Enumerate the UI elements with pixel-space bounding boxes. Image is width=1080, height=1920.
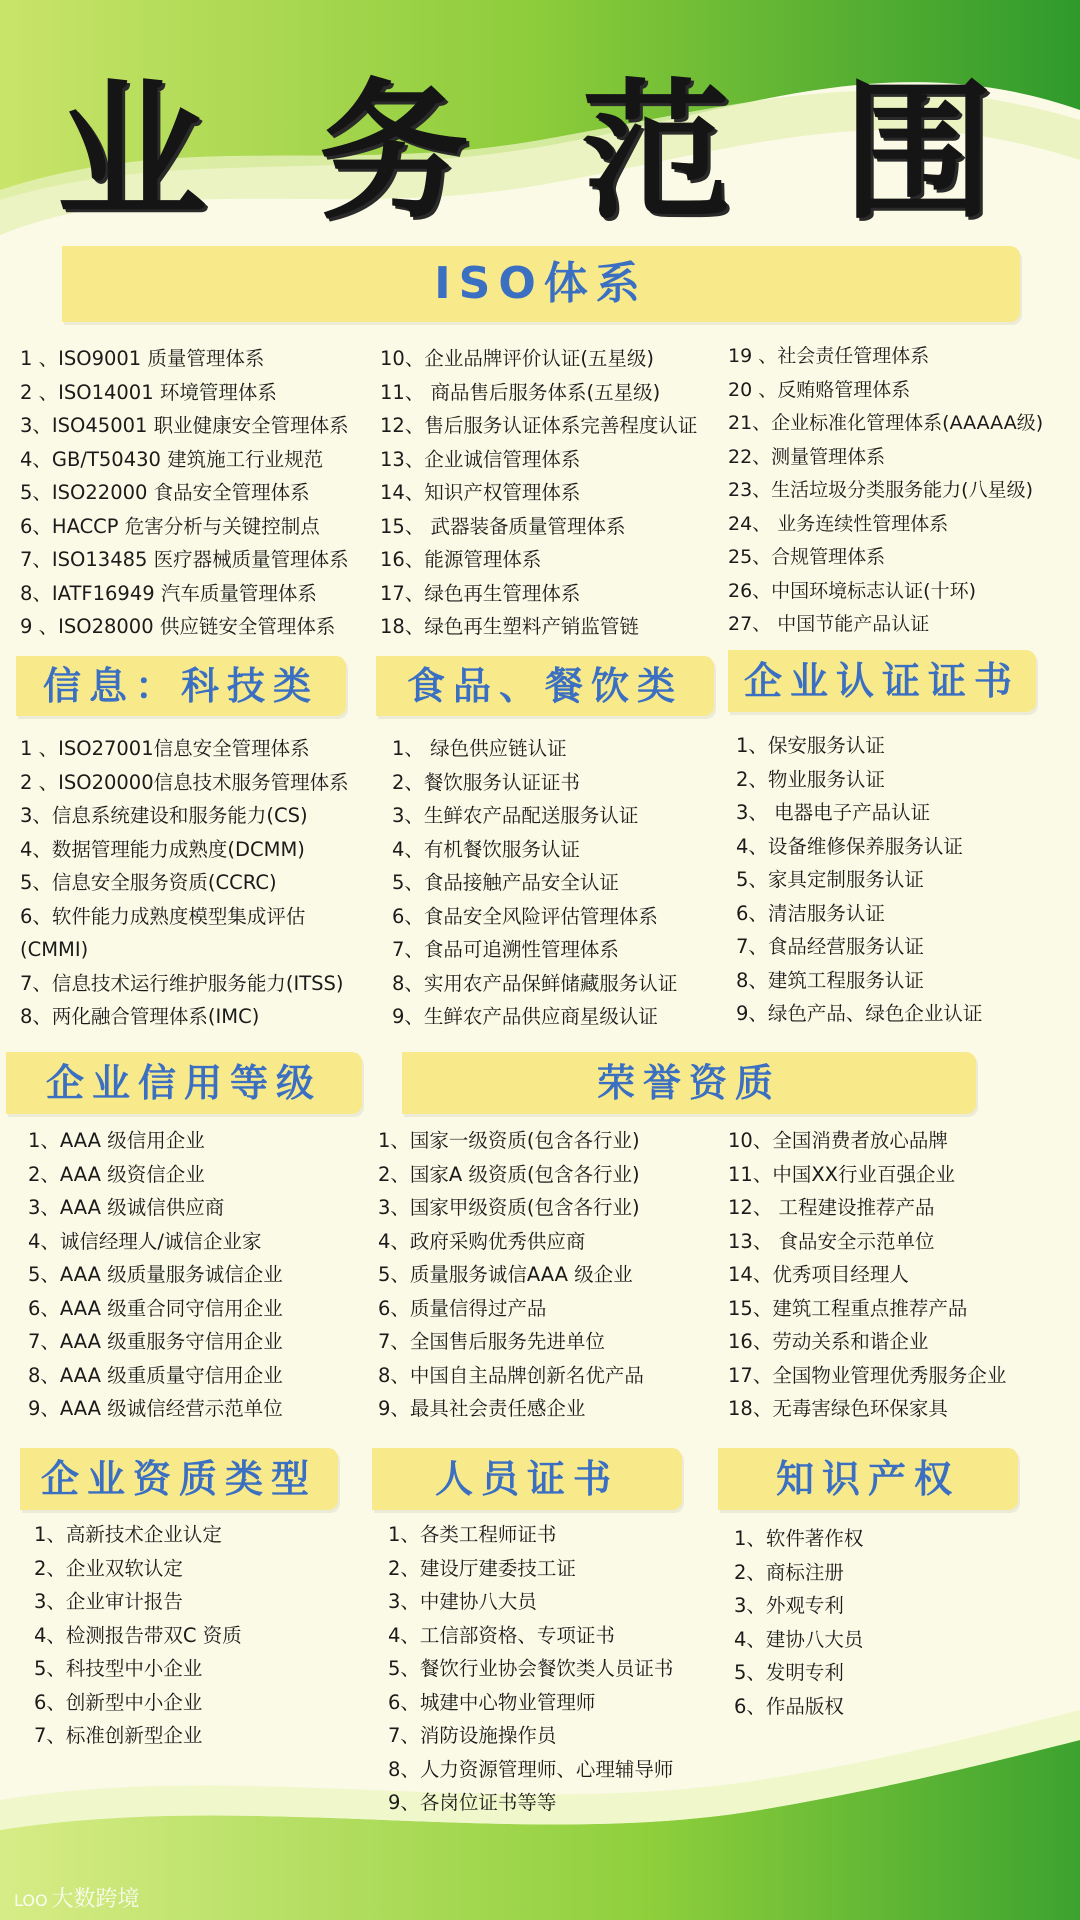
list-item: 6、作品版权 [734,1694,844,1718]
list-item: 2、企业双软认定 [34,1556,183,1580]
list-item: 4、检测报告带双C 资质 [34,1623,242,1647]
list-item: 2、建设厅建委技工证 [388,1556,576,1580]
list-item: 23、生活垃圾分类服务能力(八星级) [728,479,1034,501]
watermark-text: 大数跨境 [51,1887,140,1912]
list-item: 1 、ISO9001 质量管理体系 [20,347,265,370]
list-item: 12、 工程建设推荐产品 [728,1196,935,1219]
list-item: 7、标准创新型企业 [34,1724,203,1747]
page-title: 业 务 范 围 [56,66,1024,240]
list-item: 6、城建中心物业管理师 [388,1690,596,1714]
list-item: 9、AAA 级诚信经营示范单位 [28,1397,283,1420]
list-item: 5、信息安全服务资质(CCRC) [20,871,277,894]
section-header-info: 信息：科技类 [16,656,346,716]
list-item: 25、合规管理体系 [728,546,886,568]
list-item: 7、消防设施操作员 [388,1724,557,1747]
section-header-credit: 企业信用等级 [6,1052,362,1114]
list-item: (CMMI) [20,938,89,961]
list-item: 1、 绿色供应链认证 [392,737,567,760]
list-item: 3、ISO45001 职业健康安全管理体系 [20,414,349,437]
list-item: 9、生鲜农产品供应商星级认证 [392,1005,658,1028]
list-item: 17、绿色再生管理体系 [380,581,581,605]
iso-list-col2 [380,342,697,644]
list-item: 8、中国自主品牌创新名优产品 [378,1363,644,1387]
credit-list [28,1124,283,1426]
list-item: 5、食品接触产品安全认证 [392,871,619,894]
list-item: 15、 武器装备质量管理体系 [380,514,626,538]
list-item: 8、实用农产品保鲜储藏服务认证 [392,971,678,995]
list-item: 4、有机餐饮服务认证 [392,837,580,861]
list-item: 2、商标注册 [734,1560,844,1584]
list-item: 1、软件著作权 [734,1527,864,1550]
list-item: 2、AAA 级资信企业 [28,1162,205,1186]
cert-list [736,729,982,1031]
list-item: 4、诚信经理人/诚信企业家 [28,1229,262,1253]
food-list [392,732,677,1034]
list-item: 6、清洁服务认证 [736,901,885,925]
list-item: 2、物业服务认证 [736,767,885,791]
honor-list-col2 [728,1124,1006,1426]
list-item: 7、食品可追溯性管理体系 [392,938,619,961]
list-item: 26、中国环境标志认证(十环) [728,579,977,602]
list-item: 2 、ISO14001 环境管理体系 [20,380,277,404]
list-item: 4、政府采购优秀供应商 [378,1229,586,1253]
list-item: 6、软件能力成熟度模型集成评估 [20,904,306,928]
list-item: 4、设备维修保养服务认证 [736,834,963,858]
list-item: 16、能源管理体系 [380,548,542,571]
list-item: 10、全国消费者放心品牌 [728,1129,948,1152]
list-item: 15、建筑工程重点推荐产品 [728,1296,968,1320]
list-item: 7、AAA 级重服务守信用企业 [28,1330,283,1353]
list-item: 22、测量管理体系 [728,445,886,468]
list-item: 9、绿色产品、绿色企业认证 [736,1002,983,1025]
list-item: 3、国家甲级资质(包含各行业) [378,1196,640,1219]
list-item: 2、国家A 级资质(包含各行业) [378,1162,640,1186]
section-header-cert: 企业认证证书 [728,650,1036,712]
list-item: 5、发明专利 [734,1661,844,1684]
list-item: 3、 电器电子产品认证 [736,801,931,824]
list-item: 7、信息技术运行维护服务能力(ITSS) [20,971,344,995]
list-item: 3、中建协八大员 [388,1590,537,1613]
list-item: 5、家具定制服务认证 [736,868,924,891]
list-item: 13、 食品安全示范单位 [728,1229,935,1253]
list-item: 11、中国XX行业百强企业 [728,1162,956,1186]
list-item: 3、企业审计报告 [34,1590,183,1613]
list-item: 5、ISO22000 食品安全管理体系 [20,481,310,504]
list-item: 6、AAA 级重合同守信用企业 [28,1296,283,1320]
list-item: 9 、ISO28000 供应链安全管理体系 [20,615,336,638]
info-list [20,732,349,1034]
list-item: 18、无毒害绿色环保家具 [728,1397,948,1420]
list-item: 2 、ISO20000信息技术服务管理体系 [20,770,349,794]
list-item: 14、知识产权管理体系 [380,481,581,504]
list-item: 5、AAA 级质量服务诚信企业 [28,1263,283,1286]
list-item: 12、售后服务认证体系完善程度认证 [380,414,698,437]
list-item: 1、国家一级资质(包含各行业) [378,1129,640,1152]
list-item: 7、全国售后服务先进单位 [378,1330,605,1353]
qual-list [34,1518,242,1753]
list-item: 6、HACCP 危害分析与关键控制点 [20,514,320,538]
list-item: 21、企业标准化管理体系(AAAAA级) [728,412,1044,434]
list-item: 24、 业务连续性管理体系 [728,512,949,535]
section-header-qual: 企业资质类型 [20,1448,338,1510]
list-item: 1 、ISO27001信息安全管理体系 [20,737,310,760]
list-item: 2、餐饮服务认证证书 [392,770,580,794]
watermark [14,1882,140,1913]
list-item: 6、质量信得过产品 [378,1296,547,1320]
list-item: 6、创新型中小企业 [34,1690,203,1714]
list-item: 20 、反贿赂管理体系 [728,378,911,401]
section-header-food: 食品、餐饮类 [376,656,714,716]
list-item: 1、AAA 级信用企业 [28,1129,205,1152]
list-item: 1、保安服务认证 [736,734,885,757]
list-item: 3、AAA 级诚信供应商 [28,1196,225,1219]
list-item: 5、质量服务诚信AAA 级企业 [378,1263,633,1286]
honor-list-col1 [378,1124,644,1426]
section-header-staff: 人员证书 [372,1448,682,1510]
list-item: 1、各类工程师证书 [388,1523,557,1546]
list-item: 13、企业诚信管理体系 [380,447,581,471]
list-item: 4、工信部资格、专项证书 [388,1623,615,1647]
list-item: 16、劳动关系和谐企业 [728,1330,929,1353]
list-item: 10、企业品牌评价认证(五星级) [380,347,655,370]
ip-list [734,1522,863,1723]
section-header-ip: 知识产权 [718,1448,1018,1510]
list-item: 11、 商品售后服务体系(五星级) [380,380,661,404]
list-item: 4、建协八大员 [734,1627,864,1651]
list-item: 8、两化融合管理体系(IMC) [20,1005,260,1028]
list-item: 3、信息系统建设和服务能力(CS) [20,804,308,827]
list-item: 7、ISO13485 医疗器械质量管理体系 [20,548,349,571]
list-item: 8、IATF16949 汽车质量管理体系 [20,581,317,605]
list-item: 9、各岗位证书等等 [388,1791,557,1814]
list-item: 3、外观专利 [734,1594,844,1617]
list-item: 3、生鲜农产品配送服务认证 [392,804,639,827]
iso-list-col1 [20,342,349,644]
list-item: 1、高新技术企业认定 [34,1523,222,1546]
section-header-honor: 荣誉资质 [402,1052,976,1114]
list-item: 8、建筑工程服务认证 [736,968,924,992]
list-item: 8、AAA 级重质量守信用企业 [28,1363,283,1387]
list-item: 27、 中国节能产品认证 [728,613,930,635]
list-item: 9、最具社会责任感企业 [378,1397,586,1420]
section-header-iso: ISO体系 [62,246,1020,322]
iso-list-col3 [728,340,1043,642]
list-item: 5、餐饮行业协会餐饮类人员证书 [388,1657,674,1680]
staff-list [388,1518,673,1820]
list-item: 5、科技型中小企业 [34,1657,203,1680]
list-item: 19 、社会责任管理体系 [728,345,930,367]
list-item: 18、绿色再生塑料产销监管链 [380,615,639,638]
list-item: 14、优秀项目经理人 [728,1263,909,1286]
list-item: 4、GB/T50430 建筑施工行业规范 [20,447,324,471]
list-item: 6、食品安全风险评估管理体系 [392,904,658,928]
list-item: 4、数据管理能力成熟度(DCMM) [20,837,305,861]
list-item: 7、食品经营服务认证 [736,935,924,958]
list-item: 8、人力资源管理师、心理辅导师 [388,1757,674,1781]
watermark-logo-icon: LOO [14,1891,48,1910]
list-item: 17、全国物业管理优秀服务企业 [728,1363,1007,1387]
